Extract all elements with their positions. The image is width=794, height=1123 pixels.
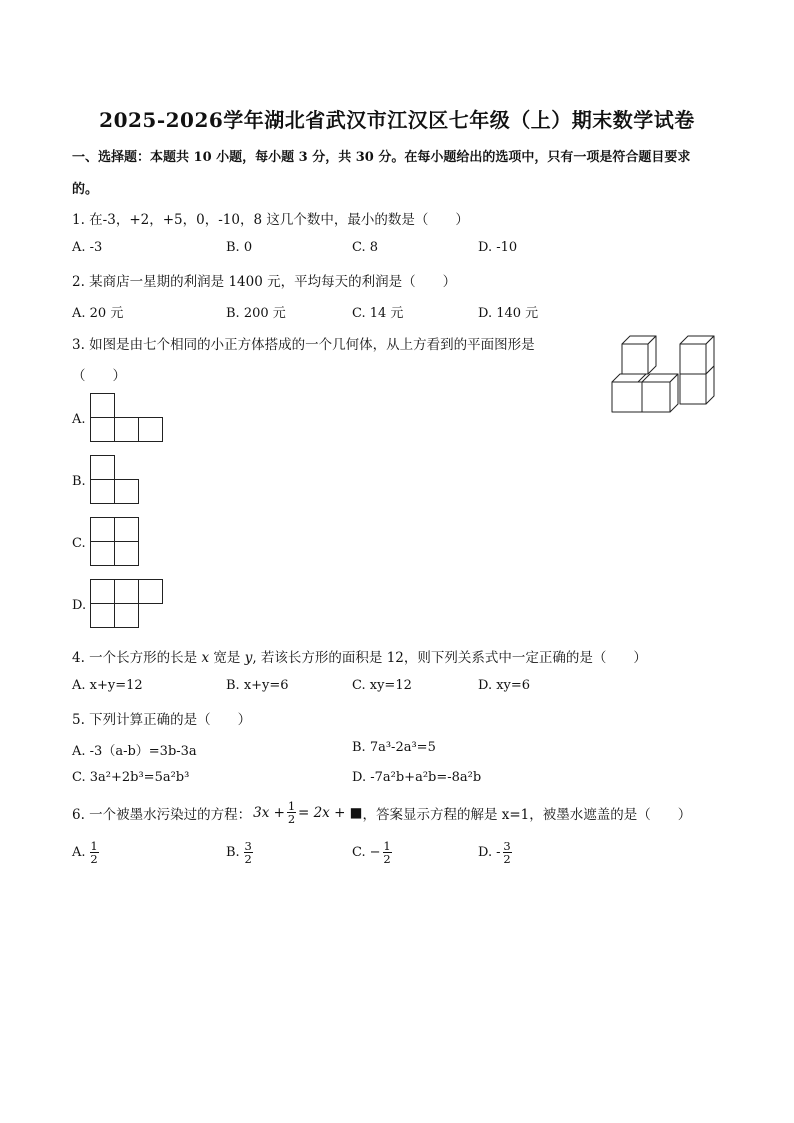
q3-option-d-label: D. — [72, 598, 87, 613]
q5-option-b: B. 7a³-2a³=5 — [352, 740, 436, 755]
q6-option-b-numerator: 3 — [244, 839, 252, 853]
q5-option-d: D. -7a²b+a²b=-8a²b — [352, 770, 482, 785]
q3-option-a-figure — [90, 393, 164, 443]
q4-stem-part-c: , 若该长方形的面积是 12，则下列关系式中一定正确的是（ ） — [252, 650, 647, 666]
cube-stack-figure — [608, 332, 724, 414]
q6-option-b-denominator: 2 — [244, 852, 252, 866]
q6-option-c — [352, 840, 394, 865]
q6-option-b-label: B. — [226, 845, 240, 860]
question-1-stem: 1. 在-3，+2，+5，0，-10，8 这几个数中，最小的数是（ ） — [72, 212, 469, 228]
q4-var-x: x — [201, 650, 210, 666]
q6-equation-fraction — [287, 800, 296, 825]
q3-option-c-figure — [90, 517, 140, 567]
q4-option-a: A. x+y=12 — [72, 678, 143, 693]
q3-option-d-figure — [90, 579, 164, 629]
q6-option-a-numerator: 1 — [90, 839, 98, 853]
q2-option-b: B. 200 元 — [226, 306, 286, 321]
q6-option-a-denominator: 2 — [90, 852, 98, 866]
q6-option-a-label: A. — [72, 845, 86, 860]
q6-option-d-fraction — [503, 840, 512, 865]
q6-option-c-denominator: 2 — [383, 852, 391, 866]
q3-option-b-label: B. — [72, 474, 86, 489]
q1-option-a: A. -3 — [72, 240, 103, 255]
q6-option-b-fraction — [244, 840, 253, 865]
exam-title: 2025-2026学年湖北省武汉市江汉区七年级（上）期末数学试卷 — [99, 108, 695, 132]
q4-option-c: C. xy=12 — [352, 678, 412, 693]
q6-option-c-label: C. — [352, 845, 366, 860]
q6-option-c-fraction — [383, 840, 392, 865]
q1-option-b: B. 0 — [226, 240, 253, 255]
q4-var-y: y — [244, 650, 253, 666]
q6-option-c-sign: − — [369, 845, 381, 860]
section-header-line2: 的。 — [72, 182, 99, 197]
q3-option-a-label: A. — [72, 412, 86, 427]
q6-fraction-denominator: 2 — [287, 812, 296, 826]
q6-option-a-fraction — [90, 840, 99, 865]
q6-stem-part-b: ，答案显示方程的解是 x=1，被墨水遮盖的是（ ） — [362, 806, 692, 823]
q4-option-d: D. xy=6 — [478, 678, 531, 693]
q6-equation-right: = 2x + ■ — [297, 804, 363, 821]
question-2-stem: 2. 某商店一星期的利润是 1400 元，平均每天的利润是（ ） — [72, 274, 457, 290]
q1-option-d: D. -10 — [478, 240, 518, 255]
q6-fraction-numerator: 1 — [287, 799, 296, 813]
section-header-line1: 一、选择题：本题共 10 小题，每小题 3 分，共 30 分。在每小题给出的选项中，只有一项是符合题目要求 — [72, 150, 691, 165]
question-6-stem — [72, 800, 691, 825]
q6-option-a — [72, 840, 101, 865]
question-5-stem: 5. 下列计算正确的是（ ） — [72, 712, 252, 728]
q5-option-a: A. -3（a-b）=3b-3a — [72, 744, 197, 759]
q3-option-c-label: C. — [72, 536, 86, 551]
q6-option-d-sign: - — [496, 845, 501, 860]
q4-option-b: B. x+y=6 — [226, 678, 289, 693]
question-3-stem: 3. 如图是由七个相同的小正方体搭成的一个几何体，从上方看到的平面图形是 — [72, 337, 535, 353]
q1-option-c: C. 8 — [352, 240, 379, 255]
q6-option-d-numerator: 3 — [503, 839, 511, 853]
question-3-answer-paren: （ ） — [72, 368, 126, 384]
q6-equation-left: 3x + — [253, 804, 285, 821]
q6-option-d-label: D. — [478, 845, 493, 860]
q3-option-b-figure — [90, 455, 140, 505]
question-4-stem — [72, 646, 647, 666]
q2-option-a: A. 20 元 — [72, 306, 124, 321]
q4-stem-part-b: 宽是 — [209, 650, 245, 666]
q6-option-d-denominator: 2 — [503, 852, 511, 866]
q6-option-d — [478, 840, 514, 865]
q2-option-d: D. 140 元 — [478, 306, 539, 321]
q6-option-b — [226, 840, 255, 865]
q2-option-c: C. 14 元 — [352, 306, 404, 321]
q5-option-c: C. 3a²+2b³=5a²b³ — [72, 770, 190, 785]
q6-stem-part-a: 6. 一个被墨水污染过的方程： — [72, 806, 252, 823]
q6-option-c-numerator: 1 — [383, 839, 391, 853]
q4-stem-part-a: 4. 一个长方形的长是 — [72, 650, 202, 666]
